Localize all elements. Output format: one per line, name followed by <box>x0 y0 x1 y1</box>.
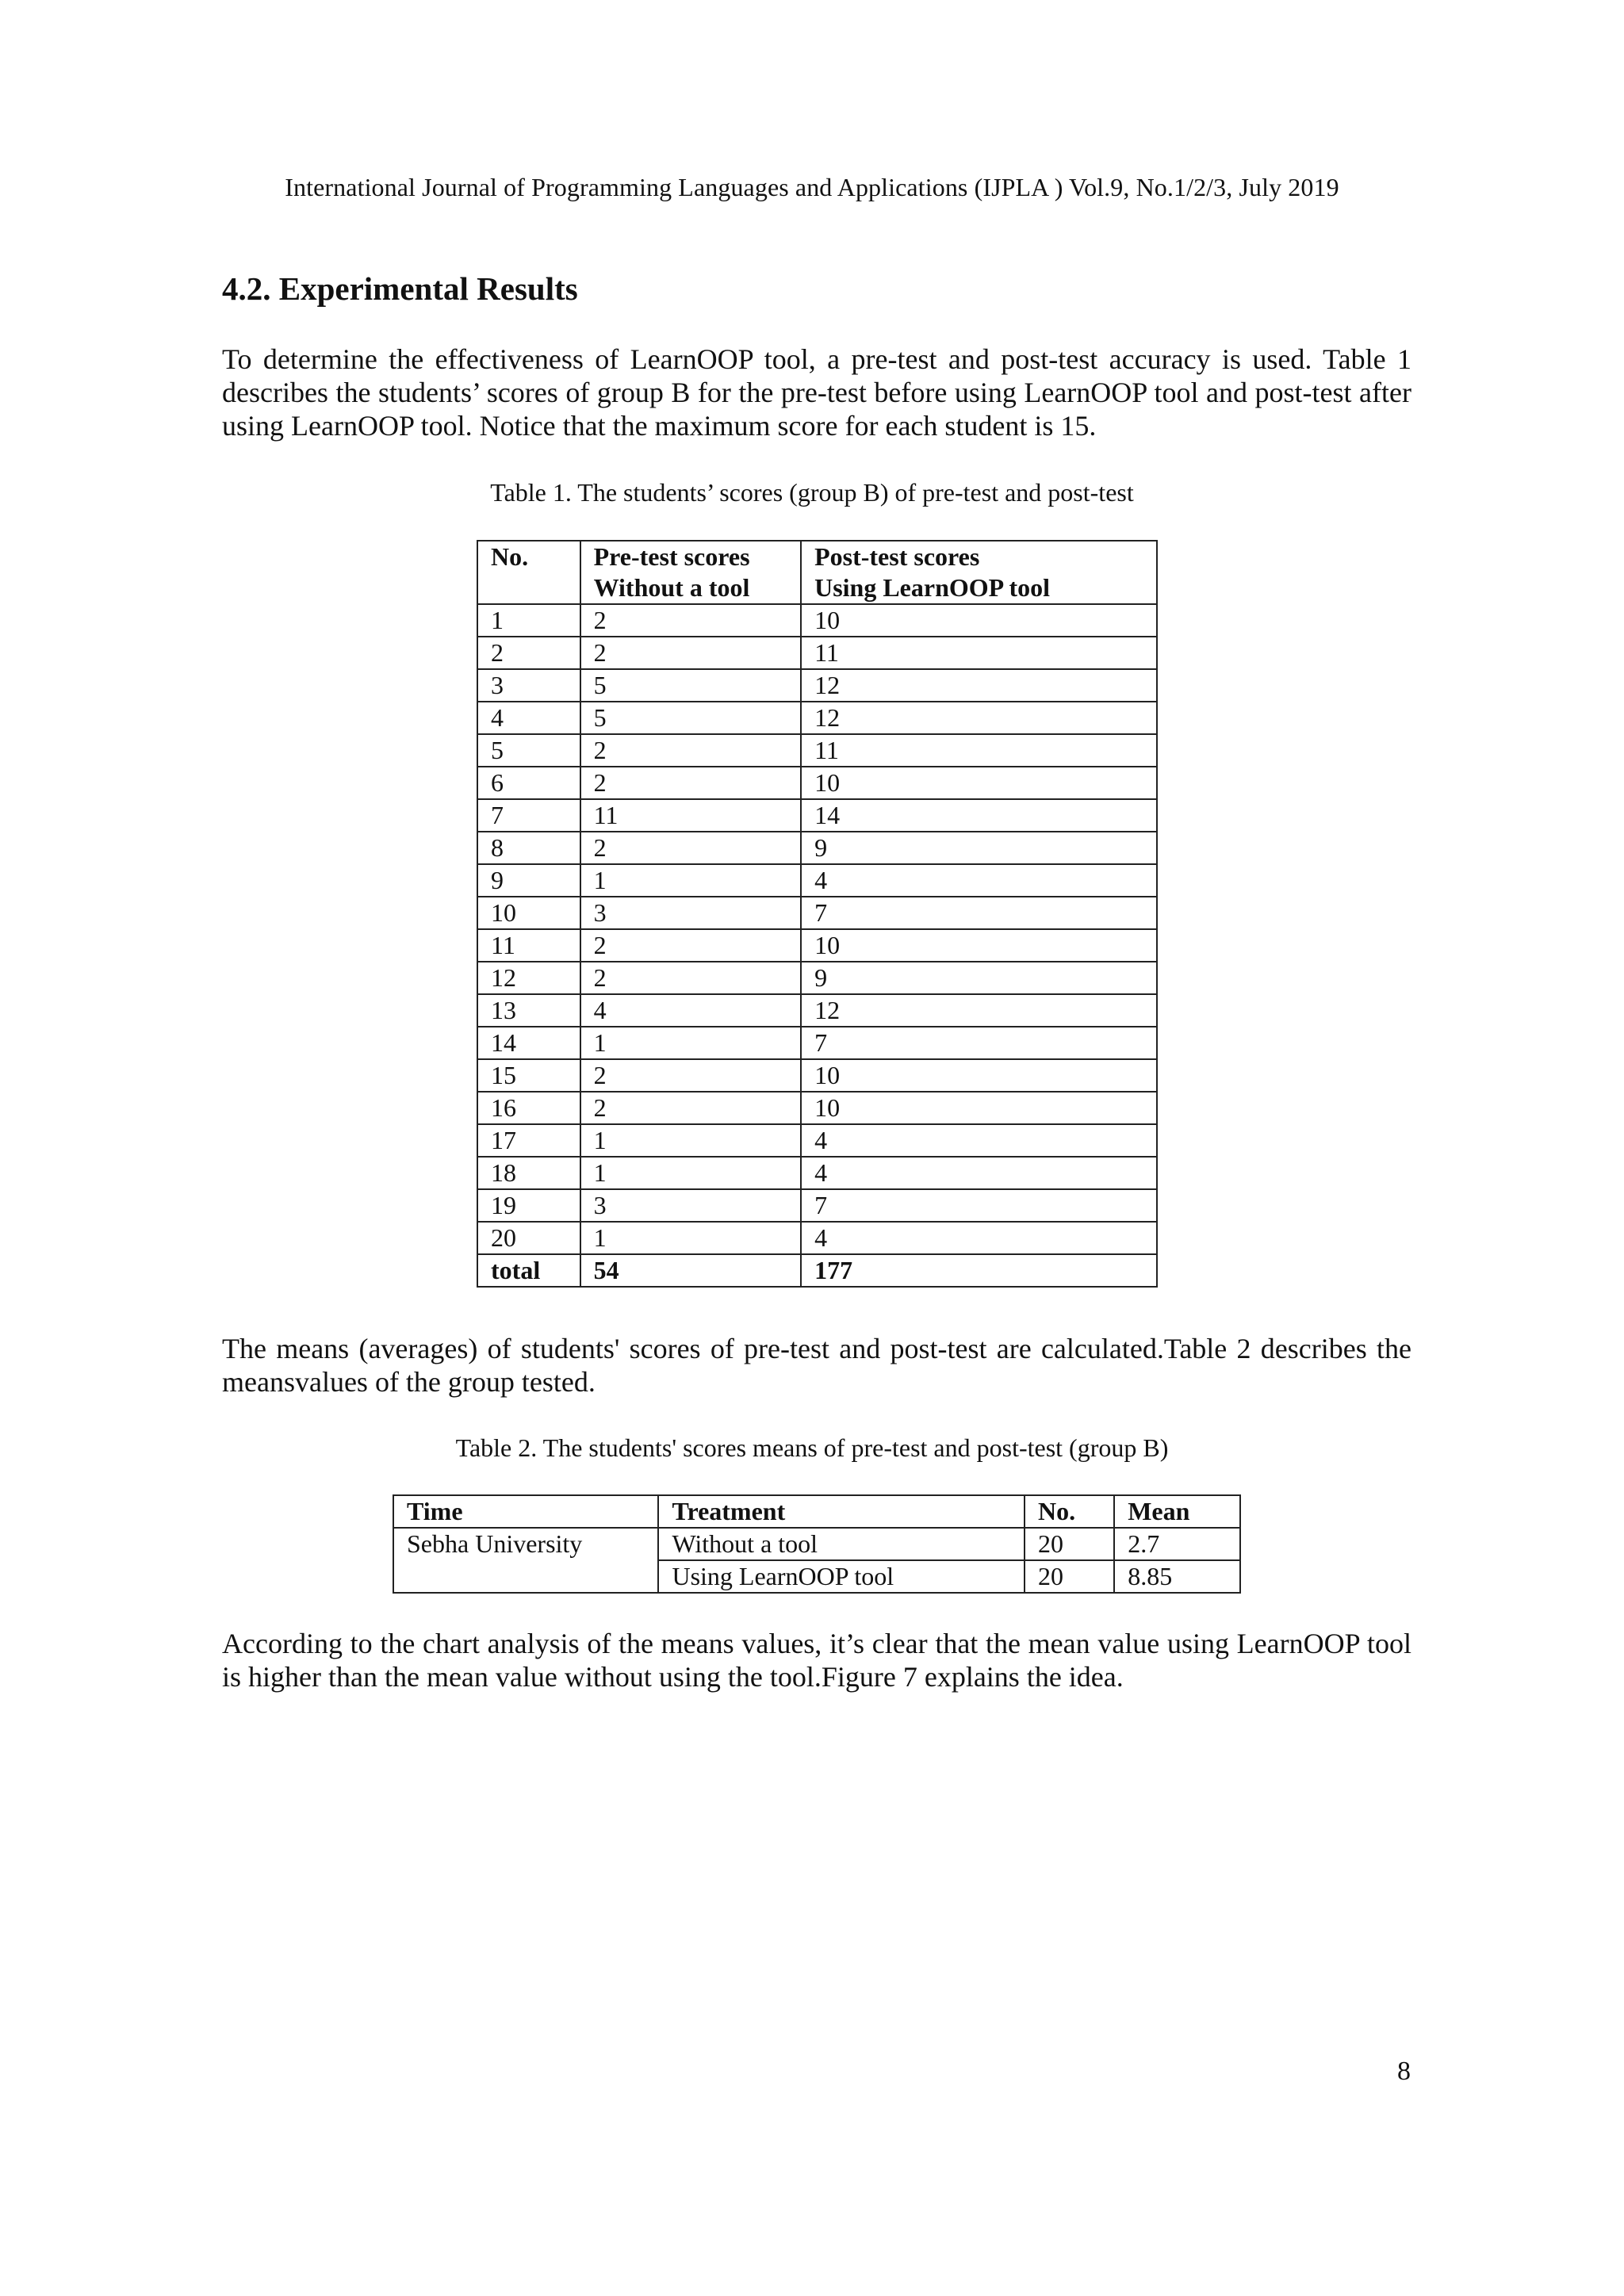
table-cell: 7 <box>801 1189 1157 1222</box>
table-cell: 3 <box>580 897 801 929</box>
table-cell: 19 <box>477 1189 580 1222</box>
scores-table <box>477 540 1158 1288</box>
table-cell: 11 <box>801 637 1157 669</box>
table-cell: 10 <box>801 1059 1157 1092</box>
table-cell: 10 <box>801 1092 1157 1124</box>
table-cell: 14 <box>477 1027 580 1059</box>
table-cell: 54 <box>580 1254 801 1287</box>
table-cell: 20 <box>477 1222 580 1254</box>
table-row <box>477 929 1157 962</box>
table-cell: 4 <box>580 994 801 1027</box>
table-cell: 9 <box>477 864 580 897</box>
table-cell: 15 <box>477 1059 580 1092</box>
table-cell: 8.85 <box>1114 1560 1240 1593</box>
table-row <box>477 1222 1157 1254</box>
table-row <box>477 799 1157 832</box>
table2-header-time: Time <box>393 1495 658 1528</box>
table-cell: 7 <box>477 799 580 832</box>
table-row <box>477 669 1157 702</box>
table-cell: 4 <box>801 1157 1157 1189</box>
table1-body <box>477 604 1157 1287</box>
table-cell: 2 <box>580 1059 801 1092</box>
table-cell: 2 <box>580 637 801 669</box>
table1-caption: Table 1. The students’ scores (group B) of pre-test and post-test <box>490 478 1134 507</box>
table-cell: 4 <box>801 1222 1157 1254</box>
journal-header: International Journal of Programming Languages and Applications (IJPLA ) Vol.9, No.1/2/3, July 2019 <box>285 173 1339 201</box>
table-row <box>477 1189 1157 1222</box>
table-cell: 1 <box>477 604 580 637</box>
table-cell: 3 <box>580 1189 801 1222</box>
page-number: 8 <box>1397 2057 1411 2086</box>
table-cell: 2 <box>580 604 801 637</box>
table-cell: 12 <box>801 702 1157 734</box>
table-row <box>477 994 1157 1027</box>
table-cell: 4 <box>801 864 1157 897</box>
table-row <box>477 1059 1157 1092</box>
table-row <box>477 734 1157 767</box>
table-cell: 2.7 <box>1114 1528 1240 1560</box>
table-row <box>393 1528 1240 1560</box>
table-cell: 2 <box>580 832 801 864</box>
table-cell: 3 <box>477 669 580 702</box>
table-cell: 1 <box>580 1157 801 1189</box>
table-cell: Without a tool <box>658 1528 1024 1560</box>
table-cell: 12 <box>801 994 1157 1027</box>
table-cell: 2 <box>580 929 801 962</box>
table-row <box>477 1124 1157 1157</box>
table-cell: 11 <box>477 929 580 962</box>
table-cell: 1 <box>580 1124 801 1157</box>
table1-total-row <box>477 1254 1157 1287</box>
table2-header-treatment: Treatment <box>658 1495 1024 1528</box>
table-cell: 10 <box>801 604 1157 637</box>
table-cell: 11 <box>580 799 801 832</box>
table2-header-no: No. <box>1025 1495 1114 1528</box>
table-cell: 1 <box>580 1027 801 1059</box>
table-cell: 7 <box>801 897 1157 929</box>
table-row <box>477 637 1157 669</box>
table1-header-no: No. <box>477 541 580 604</box>
table-cell: 9 <box>801 962 1157 994</box>
table-row <box>477 1027 1157 1059</box>
table2-header-mean: Mean <box>1114 1495 1240 1528</box>
means-paragraph: The means (averages) of students' scores of pre-test and post-test are calculated.Table 2 describes the meansvalues of the group tested. <box>222 1333 1411 1398</box>
table-cell: 6 <box>477 767 580 799</box>
table-row <box>477 604 1157 637</box>
table-row <box>477 864 1157 897</box>
table-cell: 14 <box>801 799 1157 832</box>
table-cell: 2 <box>580 767 801 799</box>
table-cell: 5 <box>477 734 580 767</box>
intro-paragraph: To determine the effectiveness of LearnOOP tool, a pre-test and post-test accuracy is used. Table 1 describes the students’ scores of group B for the pre-test before using LearnOOP tool and post-test after using LearnOOP tool. Notice that the maximum score for each student is 15. <box>222 343 1411 442</box>
table-cell: 20 <box>1025 1528 1114 1560</box>
table-cell: 12 <box>477 962 580 994</box>
table-row <box>477 1157 1157 1189</box>
table-row <box>477 897 1157 929</box>
table-cell: 2 <box>580 1092 801 1124</box>
table-row <box>477 767 1157 799</box>
table-cell: 10 <box>477 897 580 929</box>
table-cell: 5 <box>580 669 801 702</box>
table-row <box>477 702 1157 734</box>
table-cell: 4 <box>801 1124 1157 1157</box>
table-cell: 1 <box>580 864 801 897</box>
table-cell: 17 <box>477 1124 580 1157</box>
table-cell: 5 <box>580 702 801 734</box>
table-cell: 1 <box>580 1222 801 1254</box>
table-cell: 9 <box>801 832 1157 864</box>
table-cell: 10 <box>801 929 1157 962</box>
table-cell: 8 <box>477 832 580 864</box>
table-cell: 20 <box>1025 1560 1114 1593</box>
table2-header-row <box>393 1495 1240 1528</box>
table-cell: 12 <box>801 669 1157 702</box>
section-heading: 4.2. Experimental Results <box>222 270 578 307</box>
table-row <box>477 832 1157 864</box>
table-row <box>477 962 1157 994</box>
table-cell: 4 <box>477 702 580 734</box>
table-row <box>477 1092 1157 1124</box>
table2-group-label: Sebha University <box>393 1528 658 1593</box>
table-cell: Using LearnOOP tool <box>658 1560 1024 1593</box>
table-cell: 2 <box>477 637 580 669</box>
means-table <box>393 1494 1241 1594</box>
conclusion-paragraph: According to the chart analysis of the means values, it’s clear that the mean value using LearnOOP tool is higher than the mean value without using the tool.Figure 7 explains the idea. <box>222 1628 1411 1693</box>
table-cell: 2 <box>580 962 801 994</box>
table-cell: 13 <box>477 994 580 1027</box>
table-cell: 16 <box>477 1092 580 1124</box>
table1-header-pretest: Pre-test scores Without a tool <box>580 541 801 604</box>
table1-header-row <box>477 541 1157 604</box>
table-cell: 18 <box>477 1157 580 1189</box>
table-cell: 11 <box>801 734 1157 767</box>
table-cell: 10 <box>801 767 1157 799</box>
table-cell: total <box>477 1254 580 1287</box>
table-cell: 177 <box>801 1254 1157 1287</box>
table-cell: 7 <box>801 1027 1157 1059</box>
table2-caption: Table 2. The students' scores means of pre-test and post-test (group B) <box>455 1433 1169 1462</box>
table1-header-posttest: Post-test scores Using LearnOOP tool <box>801 541 1157 604</box>
table-cell: 2 <box>580 734 801 767</box>
